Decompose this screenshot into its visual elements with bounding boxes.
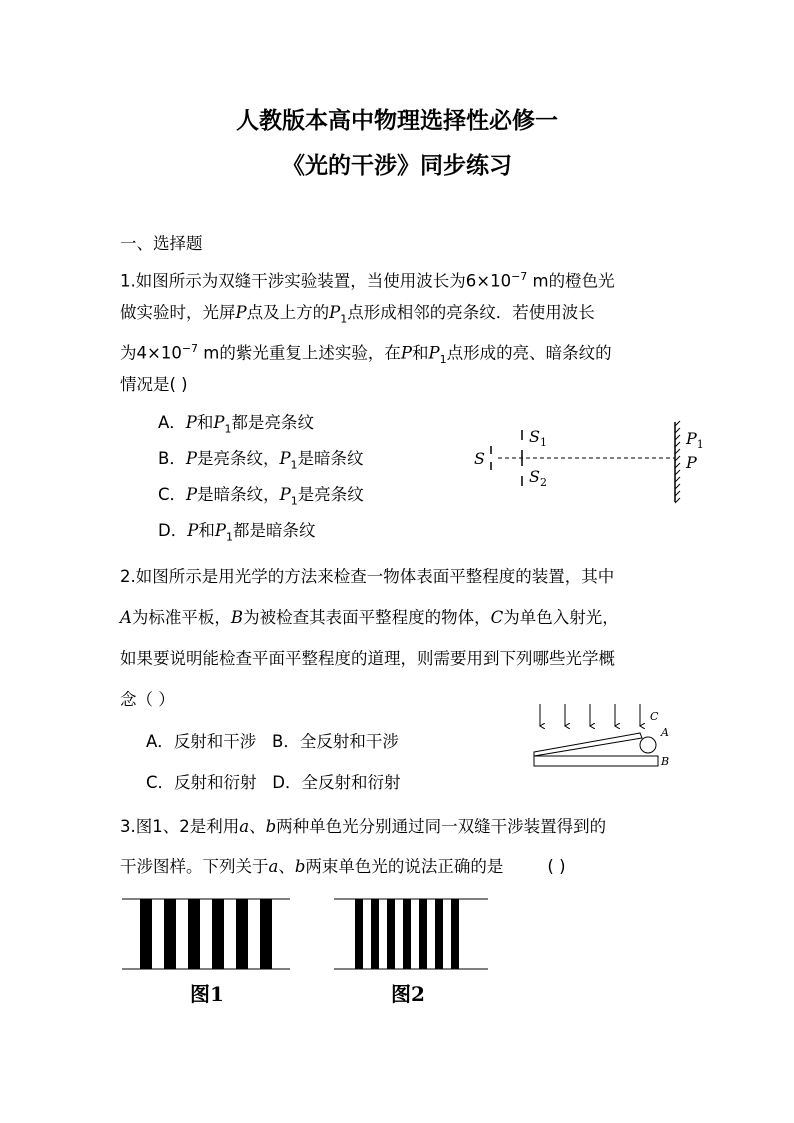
interference-pattern-fig2 bbox=[334, 896, 490, 972]
q1-line3: 为$4\times 10^{-7}$ m的紫光重复上述实验，在P和$P_1$点形成的亮、暗条纹的 bbox=[120, 342, 612, 366]
label-c: C bbox=[650, 710, 659, 723]
q3-line2: 干涉图样。下列关于a、b两束单色光的说法正确的是 ( ) bbox=[120, 857, 566, 876]
q3-line1: 3.图1、2是利用a、b两种单色光分别通过同一双缝干涉装置得到的 bbox=[120, 817, 607, 836]
q2-line1: 2.如图所示是用光学的方法来检查一物体表面平整程度的装置，其中 bbox=[120, 567, 615, 586]
label-p1: $P_1$ bbox=[686, 429, 704, 451]
q2-line2: A为标准平板，B为被检查其表面平整程度的物体，C为单色入射光， bbox=[120, 608, 619, 627]
fig1-label: 图1 bbox=[190, 982, 224, 1006]
q2-line3: 如果要说明能检查平面平整程度的道理，则需要用到下列哪些光学概 bbox=[120, 649, 615, 668]
q1-option-d[interactable]: D．P和$P_1$都是暗条纹 bbox=[158, 521, 316, 544]
fig2-label: 图2 bbox=[391, 982, 425, 1006]
section-header: 一、选择题 bbox=[120, 234, 203, 253]
q1-option-a[interactable]: A．P和$P_1$都是亮条纹 bbox=[158, 413, 315, 436]
label-a: A bbox=[661, 726, 669, 739]
label-s2: $S_2$ bbox=[529, 467, 547, 489]
q2-options-row2[interactable]: C．反射和衍射 D．全反射和衍射 bbox=[146, 773, 401, 792]
flatness-test-diagram bbox=[530, 702, 680, 772]
q2-options-row1[interactable]: A．反射和干涉 B．全反射和干涉 bbox=[146, 732, 399, 751]
label-s1: $S_1$ bbox=[529, 427, 547, 449]
q1-option-c[interactable]: C．P是暗条纹，$P_1$是亮条纹 bbox=[158, 485, 364, 508]
label-b: B bbox=[661, 755, 670, 768]
q2-line4: 念（ ） bbox=[120, 690, 175, 709]
double-slit-diagram bbox=[470, 420, 720, 510]
q1-option-b[interactable]: B．P是亮条纹，$P_1$是暗条纹 bbox=[158, 449, 364, 472]
title-line1: 人教版本高中物理选择性必修一 bbox=[236, 107, 558, 134]
q1-line2: 做实验时，光屏P点及上方的$P_1$点形成相邻的亮条纹．若使用波长 bbox=[120, 303, 595, 326]
q1-line4: 情况是( ) bbox=[120, 375, 188, 394]
title-line2: 《光的干涉》同步练习 bbox=[282, 152, 512, 179]
q1-line1: 1.如图所示为双缝干涉实验装置，当使用波长为$6\times 10^{-7}$ m的橙色光 bbox=[120, 270, 615, 291]
interference-pattern-fig1 bbox=[122, 896, 292, 972]
label-p: P bbox=[686, 453, 697, 472]
label-s: S bbox=[474, 449, 485, 468]
